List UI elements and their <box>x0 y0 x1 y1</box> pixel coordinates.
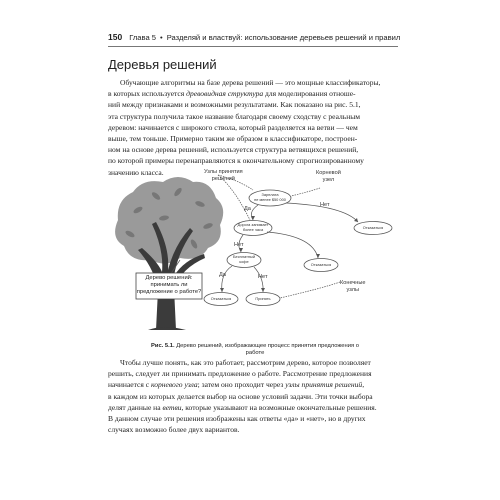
text-line: ном на основе дерева решений, используется структура ветвящихся решений, <box>108 145 359 155</box>
text-line: делят данные на ветви, которые указывают на возможные окончательные решения. <box>108 402 377 412</box>
header-rule <box>108 46 398 47</box>
commute-node <box>234 223 272 232</box>
label-root-node: Корневой узел <box>316 170 341 183</box>
text-line: в которых используется древовидная структура для моделирования отноше- <box>108 89 356 99</box>
paragraph-1 <box>108 77 394 178</box>
chapter-title: Разделяй и властвуй: использование деревьев решений и правил <box>166 32 401 42</box>
figure-caption <box>150 343 360 357</box>
text-line: по которой примеры перенаправляются к окончательному спрогнозированному <box>108 156 364 166</box>
root-node-text: Зарплата не менее $50 000 <box>254 192 286 202</box>
commute-node-text: Дорога занимает более часа <box>237 222 269 232</box>
edge-coffee-yes: Да <box>219 272 226 278</box>
text-line: решить, следует ли принимать предложение о работе. Рассмотрение предложения <box>108 369 372 379</box>
text-line: деревом: начинается с широкого ствола, который разделяется на ветви — чем <box>108 122 358 132</box>
text-line: случаях возможно более двух вариантов. <box>108 425 240 435</box>
text-line: эта структура получила такое название благодаря своему сходству с реальным <box>108 111 361 121</box>
label-leaf-nodes: Конечные узлы <box>340 280 366 293</box>
coffee-node <box>227 255 261 264</box>
figure-decision-tree <box>108 170 396 340</box>
paragraph-2 <box>108 357 394 435</box>
decline1-node: Отказаться <box>362 225 384 230</box>
text-line: Чтобы лучше понять, как это работает, рассмотрим дерево, которое позволяет <box>120 358 371 367</box>
text-line: значению класса. <box>108 167 164 177</box>
page-number: 150 <box>108 32 123 42</box>
decline3-node: Отказаться <box>210 296 232 301</box>
caption-label: Рис. 5.1. <box>151 343 175 349</box>
chapter-label: Глава 5 <box>129 32 157 42</box>
running-header <box>108 30 401 44</box>
caption-text: Дерево решений, изображающее процесс принятия предложения о работе <box>174 343 359 357</box>
label-decision-nodes: Узлы принятия решений <box>204 169 243 182</box>
edge-commute-no: Нет <box>234 242 244 248</box>
question-label <box>136 275 202 295</box>
edge-coffee-no: Нет <box>258 274 268 280</box>
accept-node: Принять <box>255 296 271 301</box>
section-title: Деревья решений <box>108 57 217 72</box>
root-node <box>249 193 291 202</box>
text-line: начинается с корневого узла; затем оно проходит через узлы принятия решений, <box>108 380 365 390</box>
text-line: выше, тем тоньше. Примерно таким же образом в классификаторе, построен- <box>108 134 358 144</box>
edge-root-no: Нет <box>320 202 330 208</box>
edge-root-yes: Да <box>244 206 251 212</box>
text-line: ний между признаками и возможными результатами. Как показано на рис. 5.1, <box>108 100 361 110</box>
text-line: в каждом из которых делается выбор на основе условий задачи. Эти точки выбора <box>108 391 373 401</box>
header-bullet: • <box>160 32 163 42</box>
question-text: Дерево решений: принимать ли предложение о работе? <box>136 275 202 295</box>
decline2-node: Отказаться <box>310 262 332 267</box>
tree-foliage <box>115 177 223 264</box>
text-line: Обучающие алгоритмы на базе дерева решений — это мощные классификаторы, <box>120 78 381 87</box>
coffee-node-text: Бесплатный кофе <box>232 254 256 264</box>
text-line: В данном случае эти решения изображены как ответы «да» и «нет», но в других <box>108 414 366 424</box>
